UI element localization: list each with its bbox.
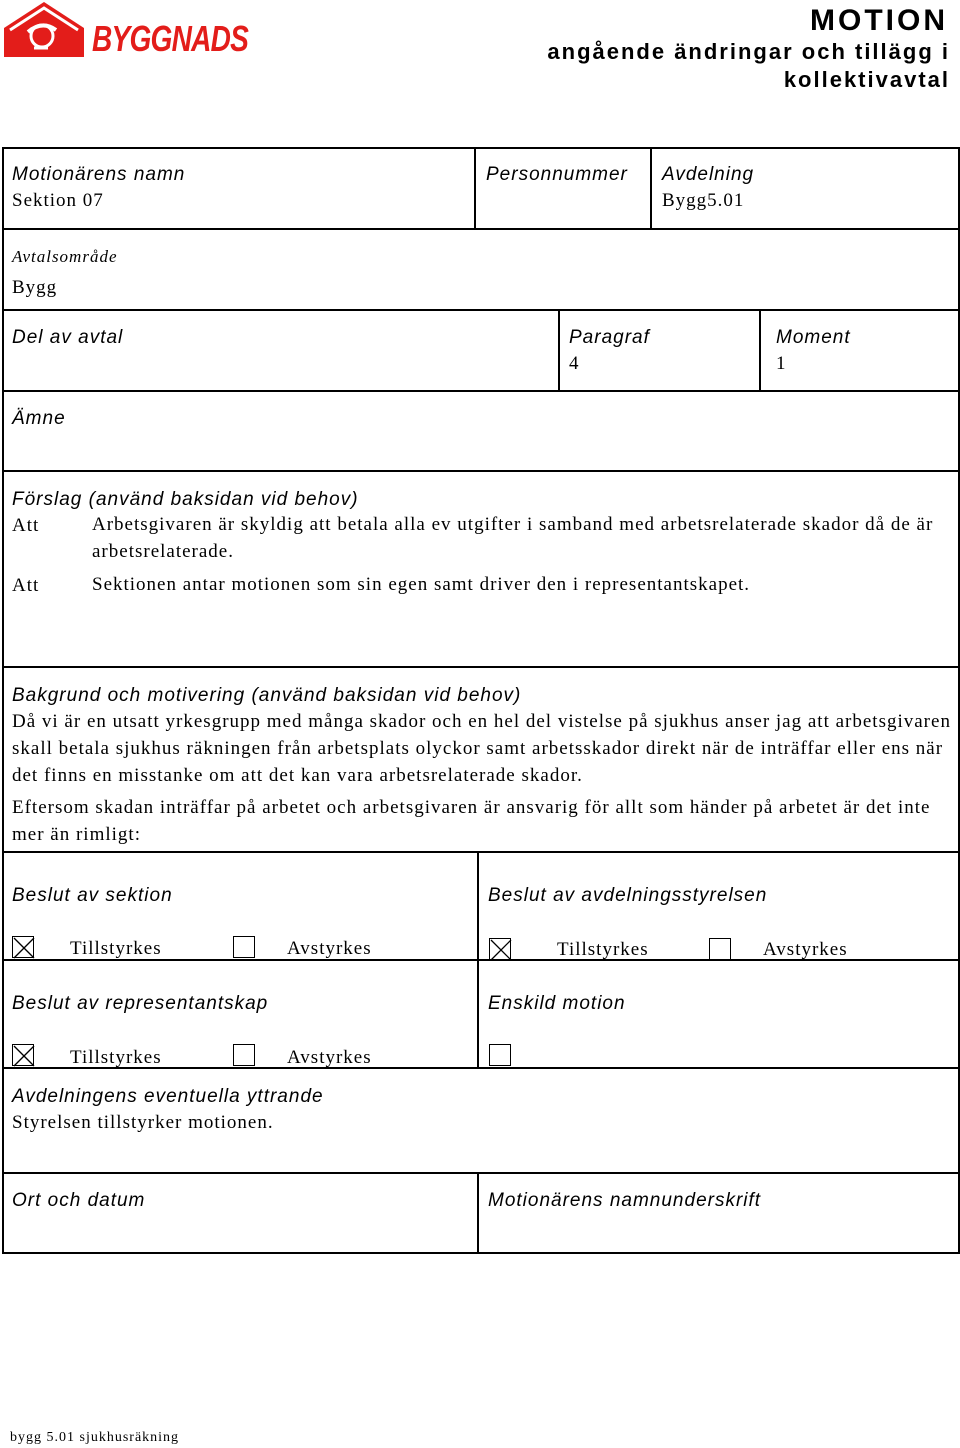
- avdelning-label: Avdelning: [662, 164, 755, 185]
- paragraf-value[interactable]: 4: [569, 353, 580, 374]
- rule: [2, 147, 4, 1254]
- beslut-representantskap-label: Beslut av representantskap: [12, 993, 269, 1014]
- namnunderskrift-label: Motionärens namnunderskrift: [488, 1190, 762, 1211]
- del-av-avtal-label: Del av avtal: [12, 327, 124, 348]
- document-subtitle: angående ändringar och tillägg i kollektivavtal: [547, 39, 950, 92]
- ort-och-datum-label: Ort och datum: [12, 1190, 146, 1211]
- avdelningsstyrelsen-tillstyrkes-checkbox[interactable]: [489, 938, 511, 960]
- enskild-motion-checkbox[interactable]: [489, 1044, 511, 1066]
- avdelningsstyrelsen-avstyrkes-label: Avstyrkes: [763, 939, 848, 960]
- yttrande-value[interactable]: Styrelsen tillstyrker motionen.: [12, 1112, 274, 1133]
- rule: [759, 309, 761, 391]
- amne-label: Ämne: [12, 408, 66, 429]
- rule: [2, 470, 960, 472]
- check-x-icon: [490, 939, 512, 961]
- representantskap-tillstyrkes-label: Tillstyrkes: [70, 1047, 162, 1068]
- sektion-tillstyrkes-label: Tillstyrkes: [70, 938, 162, 959]
- forslag-att-text[interactable]: Sektionen antar motionen som sin egen samt driver den i representantskapet.: [92, 574, 751, 595]
- avtalsomrade-value[interactable]: Bygg: [12, 277, 58, 298]
- avdelningsstyrelsen-avstyrkes-checkbox[interactable]: [709, 938, 731, 960]
- representantskap-tillstyrkes-checkbox[interactable]: [12, 1044, 34, 1066]
- enskild-motion-label: Enskild motion: [488, 993, 626, 1014]
- motionarens-namn-value[interactable]: Sektion 07: [12, 190, 104, 211]
- avdelning-value[interactable]: Bygg5.01: [662, 190, 745, 211]
- forslag-att-text[interactable]: Arbetsgivaren är skyldig att betala alla ev utgifter i samband med arbetsrelaterade skador då de är arbetsrelaterade.: [92, 514, 934, 562]
- motionarens-namn-label: Motionärens namn: [12, 164, 186, 185]
- personnummer-label: Personnummer: [486, 164, 628, 185]
- rule: [2, 851, 960, 853]
- paragraf-label: Paragraf: [569, 327, 650, 348]
- forslag-label: Förslag (använd baksidan vid behov): [12, 489, 359, 510]
- beslut-avdelningsstyrelsen-label: Beslut av avdelningsstyrelsen: [488, 885, 768, 906]
- avdelningsstyrelsen-tillstyrkes-label: Tillstyrkes: [557, 939, 649, 960]
- representantskap-avstyrkes-checkbox[interactable]: [233, 1044, 255, 1066]
- rule: [474, 147, 476, 229]
- rule: [2, 666, 960, 668]
- rule: [2, 390, 960, 392]
- rule: [2, 228, 960, 230]
- bakgrund-paragraph[interactable]: Eftersom skadan inträffar på arbetet och arbetsgivaren är ansvarig för allt som händer på arbetet är det inte mer än rimligt:: [12, 797, 931, 845]
- avtalsomrade-label: Avtalsområde: [12, 247, 118, 266]
- bakgrund-paragraph[interactable]: Då vi är en utsatt yrkesgrupp med många skador och en hel del vistelse på sjukhus anser jag att arbetsgivaren skall betala sjukhus räkningen från arbetsplats olyckor samt arbetsskador direkt när de inträffar eller ens när det finns en misstanke om att det kan vara arbetsrelaterade skador.: [12, 711, 951, 786]
- rule: [2, 309, 960, 311]
- rule: [650, 147, 652, 229]
- moment-value[interactable]: 1: [776, 353, 787, 374]
- footer-filename: bygg 5.01 sjukhusräkning: [10, 1430, 180, 1445]
- rule: [2, 1172, 960, 1174]
- logo-wordmark: BYGGNADS: [92, 18, 249, 59]
- sektion-tillstyrkes-checkbox[interactable]: [12, 936, 34, 958]
- rule: [558, 309, 560, 391]
- check-x-icon: [13, 937, 35, 959]
- document-title: MOTION: [810, 4, 948, 37]
- forslag-att-prefix: Att: [12, 515, 40, 536]
- bakgrund-label: Bakgrund och motivering (använd baksidan vid behov): [12, 685, 522, 706]
- sektion-avstyrkes-checkbox[interactable]: [233, 936, 255, 958]
- yttrande-label: Avdelningens eventuella yttrande: [12, 1086, 324, 1107]
- moment-label: Moment: [776, 327, 851, 348]
- logo-mark-icon: [4, 2, 88, 62]
- rule: [477, 1172, 479, 1254]
- forslag-att-prefix: Att: [12, 575, 40, 596]
- byggnads-logo: [4, 2, 254, 62]
- rule: [2, 147, 960, 149]
- sektion-avstyrkes-label: Avstyrkes: [287, 938, 372, 959]
- check-x-icon: [13, 1045, 35, 1067]
- representantskap-avstyrkes-label: Avstyrkes: [287, 1047, 372, 1068]
- beslut-sektion-label: Beslut av sektion: [12, 885, 173, 906]
- rule: [2, 1252, 960, 1254]
